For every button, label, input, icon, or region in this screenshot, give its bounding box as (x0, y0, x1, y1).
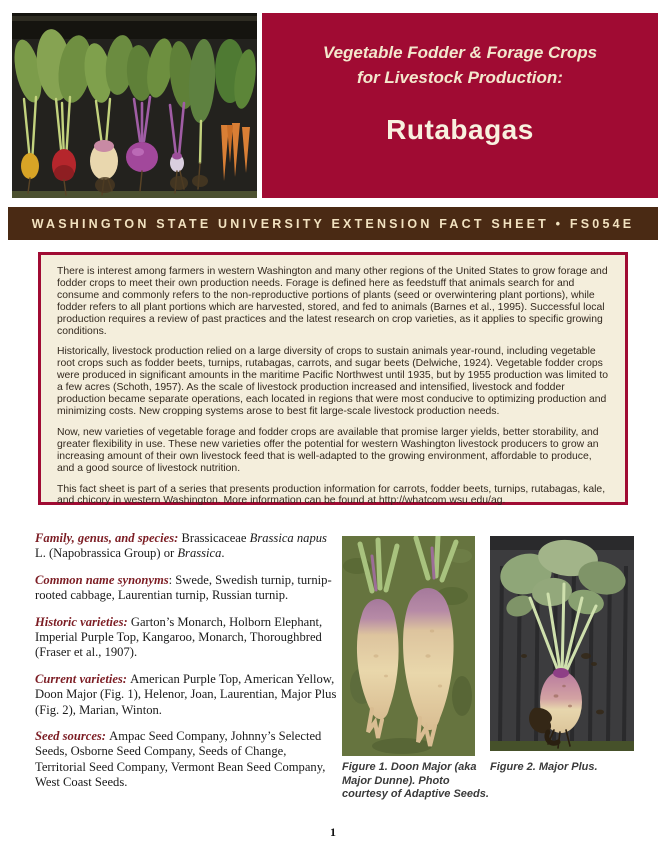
figure-1-caption: Figure 1. Doon Major (aka Major Dunne). Photo courtesy of Adaptive Seeds. (342, 761, 489, 800)
intro-paragraph: Now, new varieties of vegetable forage and fodder crops are available that promise larger yields, better storability, and greater flexibility in use. These new varieties offer the potential for western Washington livestock producers to grow an increasing amount of their own livestock feed that is well-adapted to the growing environment, affordable to produce, and a good source of livestock nutrition. (57, 426, 599, 474)
detail-seed-sources: Seed sources: Ampac Seed Company, Johnny’s Selected Seeds, Osborne Seed Company, Seeds of Change, Territorial Seed Company, Vermont Bean Seed Company, West Coast Seeds. (35, 729, 326, 790)
intro-paragraph: There is interest among farmers in western Washington and many other regions of the United States to grow forage and fodder crops to meet their own production needs. Forage is defined here as feedstuff that animals search for and consume and commonly refers to the non-reproductive portions of plants (seed or overwintering plant portions), while fodder refers to all plant portions which are harvested, stored, and fed to animals (Barnes et al., 1995). Successful local production requires a review of past practices and the latest research on crop varieties, as it applies to specific growing conditions. (57, 266, 608, 337)
detail-family: Family, genus, and species: Brassicaceae Brassica napus L. (Napobrassica Group) or Brassica. (35, 531, 327, 561)
title-box (262, 13, 658, 198)
details-column (35, 531, 338, 802)
page-number: 1 (330, 825, 336, 839)
intro-paragraph: This fact sheet is part of a series that presents production information for carrots, fodder beets, turnips, rutabagas, kale, and chicory in western Washington. More information can be found at http://whatcom.wsu.edu/ag. (57, 483, 606, 507)
intro-paragraph: Historically, livestock production relied on a large diversity of crops to sustain animals year-round, including vegetable root crops such as fodder beets, turnips, rutabagas, carrots, and sugar beets (Delwiche, 1924). Vegetable fodder crops were produced in significant amounts in the maritime Pacific Northwest until 1935, but by 1955 production was limited to a few acres (Schoth, 1957). As the scale of livestock production increased and intensified, livestock and fodder production became separate operations, each located in regions that were most conducive to optimizing production and minimizing costs. New cropping systems arose to best fit large-scale livestock production needs. (57, 346, 608, 417)
page-title: Rutabagas (386, 114, 534, 145)
detail-current-varieties: Current varieties: American Purple Top, American Yellow, Doon Major (Fig. 1), Helenor, Joan, Laurentian, Major Plus (Fig. 2), Marian, Winton. (35, 671, 337, 717)
extension-banner: WASHINGTON STATE UNIVERSITY EXTENSION FACT SHEET • FS054E (8, 207, 658, 240)
detail-historic-varieties: Historic varieties: Garton’s Monarch, Holborn Elephant, Imperial Purple Top, Kangaroo, Monarch, Thoroughbred (Fraser et al., 1907). (35, 614, 323, 660)
figure-1-photo (342, 536, 475, 756)
detail-synonyms: Common name synonyms: Swede, Swedish turnip, turnip-rooted cabbage, Laurentian turnip, Russian turnip. (35, 572, 332, 603)
figure-2-caption: Figure 2. Major Plus. (490, 761, 598, 773)
hero-photo (12, 13, 257, 198)
figure-1-illustration (342, 536, 475, 756)
intro-box (38, 252, 628, 505)
hero-photo-illustration (12, 13, 257, 198)
series-title-line1: Vegetable Fodder & Forage Crops (322, 43, 598, 62)
series-title-line2: for Livestock Production: (357, 68, 563, 87)
figure-2-illustration (490, 536, 634, 751)
figure-2-photo (490, 536, 634, 751)
